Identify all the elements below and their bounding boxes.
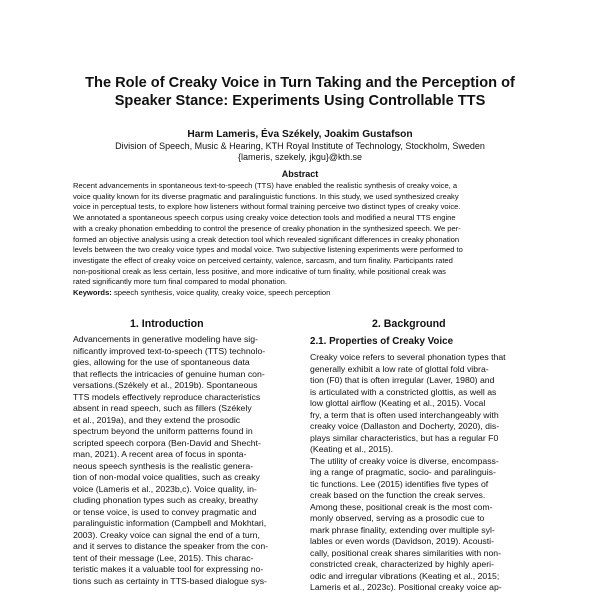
body-line: or tense voice, is used to convey pragmatic and	[73, 506, 257, 517]
body-line: cally, positional creak shares similarities with non-	[310, 547, 502, 558]
body-line: teristic makes it a valuable tool for expressing no-	[73, 564, 264, 574]
body-line: is articulated with a constricted glottis, as well as	[310, 386, 497, 397]
body-line: and it serves to distance the speaker from the con-	[73, 541, 269, 551]
abstract-line: rated significantly more turn final compared to modal phonation.	[73, 277, 288, 287]
body-line: man, 2021). A recent area of focus in sponta-	[73, 449, 247, 459]
body-line: monly observed, serving as a prosodic cue to	[310, 513, 485, 523]
body-line: spectrum beyond the uniform patterns found in	[73, 426, 253, 436]
body-line: creaky voice (Dallaston and Docherty, 2020), dis-	[310, 421, 500, 431]
body-line: plays similar characteristics, but has a regular F0	[310, 432, 499, 443]
body-line: Lameris et al., 2023c). Positional creaky voice ap-	[310, 582, 502, 592]
body-line: gies, allowing for the use of spontaneous data	[73, 357, 250, 367]
body-line: Among these, positional creak is the most com-	[310, 501, 493, 512]
body-line: Creaky voice refers to several phonation types that	[310, 352, 506, 362]
body-line: tion of non-modal voice qualities, such as creaky	[73, 472, 260, 482]
body-line: odic and irregular vibrations (Keating et al., 2015;	[310, 570, 500, 581]
author-emails: {lameris, szekely, jkgu}@kth.se	[237, 152, 363, 162]
paper-title	[40, 74, 560, 110]
abstract-line: levels between the two creaky voice types and modal voice. Two subjective listening experiments were performed to	[73, 245, 463, 255]
body-line: tic functions. Lee (2015) identifies five types of	[310, 478, 489, 489]
abstract-body	[73, 181, 528, 299]
body-line: absent in read speech, such as fillers (Székely	[73, 403, 252, 413]
keywords-label: Keywords:	[73, 288, 112, 298]
body-line: scripted speech corpora (Ben-David and Shecht-	[73, 437, 261, 448]
abstract-line: formed an objective analysis using a creak detection tool which revealed significant differences in creaky phonation	[73, 234, 460, 244]
body-line: tent of their message (Lee, 2015). This charac-	[73, 552, 254, 563]
section-heading-introduction: 1. Introduction	[130, 318, 204, 330]
body-line: low glottal airflow (Keating et al., 2015). Vocal	[310, 398, 486, 408]
title-line: The Role of Creaky Voice in Turn Taking and the Perception of	[85, 75, 515, 91]
left-column-text	[73, 334, 306, 587]
affiliation: Division of Speech, Music & Hearing, KTH Royal Institute of Technology, Stockholm, Sweden	[115, 141, 485, 151]
body-line: tions such as certainty in TTS-based dialogue sys-	[73, 575, 267, 586]
abstract-line: Recent advancements in spontaneous text-to-speech (TTS) have enabled the realistic synthesis of creaky voice, a	[73, 181, 458, 190]
body-line: nificantly improved text-to-speech (TTS) technolo-	[73, 345, 266, 356]
body-line: neous speech synthesis is the realistic genera-	[73, 460, 254, 471]
title-line: Speaker Stance: Experiments Using Controllable TTS	[114, 93, 486, 109]
body-line: paralinguistic information (Campbell and Mokhtari,	[73, 518, 267, 528]
body-line: creak based on the function the creak serves.	[310, 490, 486, 500]
abstract-line: investigate the effect of creaky voice on perceived certainty, valence, sarcasm, and turn finality. Participants rated	[73, 255, 453, 265]
subsection-heading: 2.1. Properties of Creaky Voice	[310, 336, 454, 347]
body-line: tion (F0) that is often irregular (Laver, 1980) and	[310, 375, 495, 385]
abstract-line: voice quality known for its diverse pragmatic and paralinguistic functions. In this study, we used synthesized creaky	[73, 191, 459, 201]
body-line: (Keating et al., 2015).	[310, 444, 394, 454]
keywords-text: speech synthesis, voice quality, creaky voice, speech perception	[111, 288, 331, 298]
abstract-line: non-positional creak as less certain, less positive, and more indicative of turn finality, while positional creak was	[73, 266, 446, 276]
author-list: Harm Lameris, Éva Székely, Joakim Gustafson	[187, 129, 413, 140]
body-line: constricted creak, characterized by highly aperi-	[310, 559, 494, 569]
right-column-text	[310, 352, 543, 594]
section-heading-background: 2. Background	[372, 318, 446, 330]
abstract-line: with a creaky phonation embedding to control the presence of creaky phonation in the synthesized speech. We per-	[73, 223, 461, 233]
abstract-heading: Abstract	[281, 169, 319, 179]
body-line: 2003). Creaky voice can signal the end of a turn,	[73, 529, 260, 540]
body-line: that reflects the intricacies of genuine human con-	[73, 368, 265, 379]
body-line: generally exhibit a low rate of glottal fold vibra-	[310, 363, 489, 374]
abstract-line: We annotated a spontaneous speech corpus using creaky voice detection tools and modified a neural TTS engine	[73, 213, 456, 223]
keywords-line	[73, 288, 528, 299]
body-line: voice (Lameris et al., 2023b,c). Voice quality, in-	[73, 483, 257, 494]
abstract-line: voice in perceptual tests, to explore how listeners without formal training perceive two distinct types of creaky voice.	[73, 202, 461, 212]
body-line: mark phrase finality, extending over multiple syl-	[310, 524, 495, 535]
body-line: et al., 2019a), and they extend the prosodic	[73, 414, 241, 425]
body-line: TTS models effectively reproduce characteristics	[73, 391, 261, 402]
body-line: ing a range of pragmatic, socio- and paralinguis-	[310, 467, 496, 477]
body-line: The utility of creaky voice is diverse, encompass-	[310, 455, 499, 466]
body-line: Advancements in generative modeling have sig-	[73, 334, 258, 344]
body-line: fry, a term that is often used interchangeably with	[310, 409, 499, 420]
body-line: lables or even words (Davidson, 2019). Acousti-	[310, 536, 494, 546]
body-line: cluding phonation types such as creaky, breathy	[73, 495, 258, 505]
body-line: versations.(Székely et al., 2019b). Spontaneous	[73, 380, 258, 390]
